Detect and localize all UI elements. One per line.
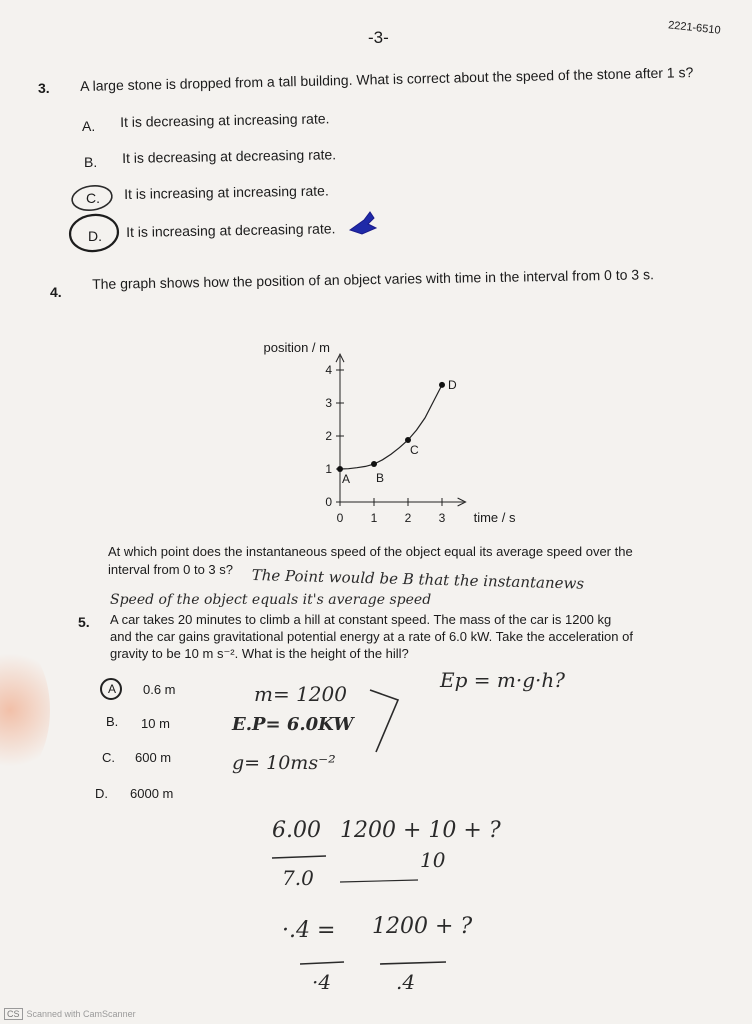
q3-option-a-letter: A. [82, 118, 96, 134]
x-tick-label: 2 [404, 511, 412, 525]
handwritten-answer-line2: Speed of the object equals it's average speed [110, 592, 432, 608]
q4-question-line2: interval from 0 to 3 s? [108, 562, 233, 577]
q4-text: The graph shows how the position of an object varies with time in the interval from 0 to 3 s. [92, 266, 655, 292]
point-label-a: A [342, 472, 351, 486]
hand-calc1-right: 1200 + 10 + ? [340, 818, 501, 843]
point-label-d: D [448, 377, 457, 392]
handwritten-answer-line1: The Point would be B that the instantanews [251, 566, 585, 593]
x-tick-label: 1 [370, 511, 378, 525]
x-tick-label: 3 [438, 511, 446, 525]
q3-option-b-text: It is decreasing at decreasing rate. [122, 146, 337, 166]
q5-option-b-letter: B. [106, 714, 119, 729]
q5-option-c-letter: C. [102, 750, 115, 765]
q5-text-line3: gravity to be 10 m s⁻². What is the height of the hill? [110, 646, 409, 661]
finger-shadow [0, 640, 50, 780]
hand-calc2-den-right: .4 [396, 970, 416, 994]
point-label-b: B [376, 471, 385, 486]
x-tick-label: 0 [336, 511, 344, 525]
q5-option-d-text: 6000 m [130, 786, 174, 801]
hand-bracket-stroke [364, 686, 404, 766]
y-axis-label: position / m [263, 340, 330, 356]
position-time-chart [240, 300, 540, 530]
point-b [371, 461, 377, 467]
q3-option-c-text: It is increasing at increasing rate. [124, 182, 329, 202]
y-tick-label: 4 [325, 363, 332, 377]
q5-option-d-letter: D. [95, 786, 108, 801]
q4-question-line1: At which point does the instantaneous speed of the object equal its average speed over the [108, 544, 633, 559]
q5-option-c-text: 600 m [135, 750, 172, 765]
point-d [439, 382, 445, 388]
y-tick-label: 3 [325, 396, 332, 410]
page-number: -3- [368, 28, 389, 47]
q3-option-d-text: It is increasing at decreasing rate. [126, 220, 336, 240]
q3-option-b-letter: B. [84, 154, 98, 170]
hand-calc1-den-left: 7.0 [282, 866, 314, 890]
hand-calc1-left: 6.00 [272, 818, 321, 843]
q5-option-a-letter: A [108, 682, 117, 696]
q5-option-b-text: 10 m [141, 716, 170, 731]
hand-power: E.P= 6.0KW [232, 714, 354, 735]
q5-number: 5. [78, 614, 90, 630]
hand-mass: m= 1200 [254, 682, 347, 706]
q5-text-line1: A car takes 20 minutes to climb a hill at constant speed. The mass of the car is 1200 kg [110, 612, 612, 627]
q3-text: A large stone is dropped from a tall building. What is correct about the speed of the stone after 1 s? [80, 64, 694, 94]
y-tick-label: 0 [325, 495, 332, 509]
q3-option-d-letter: D. [88, 228, 102, 244]
scanner-watermark [4, 1008, 136, 1020]
q5-text-line2: and the car gains gravitational potential energy at a rate of 6.0 kW. Take the acceleration of [110, 629, 633, 644]
q3-option-a-text: It is decreasing at increasing rate. [120, 110, 330, 130]
scanner-logo: CS [4, 1008, 23, 1020]
q3-pen-marks [60, 178, 380, 258]
y-tick-label: 1 [325, 462, 332, 476]
y-tick-label: 2 [325, 429, 332, 443]
hand-formula: Ep = m·g·h? [440, 668, 565, 692]
q5-option-a-text: 0.6 m [143, 682, 176, 697]
hand-calc2-den-left: ·4 [312, 970, 332, 994]
ink-scribble [350, 212, 376, 234]
hand-calc2-right: 1200 + ? [372, 914, 473, 939]
circle-mark-d [68, 213, 120, 254]
exam-code: 2221-6510 [667, 19, 722, 37]
hand-calc2-left: ·.4 = [282, 918, 336, 943]
position-curve [340, 385, 442, 469]
point-label-c: C [410, 442, 419, 457]
circle-mark-q5-a [96, 674, 126, 704]
hand-gravity: g= 10ms⁻² [232, 752, 336, 774]
q3-number: 3. [38, 80, 50, 96]
q4-number: 4. [50, 284, 62, 300]
x-axis-label: time / s [473, 510, 516, 525]
hand-calc1-den-right: 10 [420, 848, 446, 872]
scanner-text: Scanned with CamScanner [26, 1009, 136, 1019]
circle-mark-c [71, 183, 114, 212]
q3-option-c-letter: C. [86, 190, 100, 206]
